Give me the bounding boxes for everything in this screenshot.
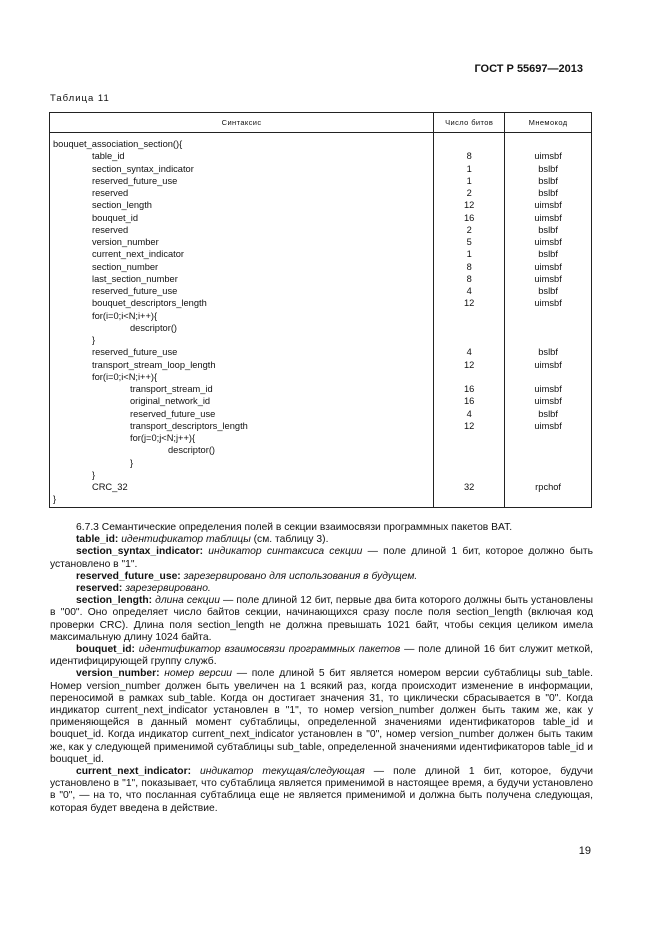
field-term: table_id: <box>76 534 119 546</box>
bits-cell <box>434 310 505 322</box>
syntax-cell: version_number <box>50 236 434 248</box>
table-row <box>50 432 592 444</box>
syntax-cell: } <box>50 457 434 469</box>
table-row <box>50 273 592 285</box>
table-row <box>50 346 592 358</box>
syntax-cell: section_length <box>50 199 434 211</box>
mnemonic-cell: bslbf <box>505 248 592 260</box>
mnemonic-cell: bslbf <box>505 346 592 358</box>
table-row <box>50 163 592 175</box>
bits-cell <box>434 322 505 334</box>
syntax-cell: transport_descriptors_length <box>50 420 434 432</box>
syntax-table <box>49 112 592 508</box>
bits-cell: 16 <box>434 395 505 407</box>
bits-cell: 4 <box>434 408 505 420</box>
table-row <box>50 212 592 224</box>
bits-cell: 12 <box>434 420 505 432</box>
paragraph-text: — поле длиной 16 бит служит меткой, идентифицирующей группу служб. <box>50 644 593 668</box>
syntax-cell: } <box>50 469 434 481</box>
bits-cell: 16 <box>434 383 505 395</box>
mnemonic-cell <box>505 493 592 507</box>
bits-cell: 1 <box>434 163 505 175</box>
table-row <box>50 261 592 273</box>
bits-cell: 4 <box>434 346 505 358</box>
table-row <box>50 493 592 507</box>
syntax-cell: for(i=0;i<N;i++){ <box>50 310 434 322</box>
paragraph-text: — поле длиной 5 бит является номером версии субтаблицы sub_table. Номер version_number должен быть увеличен на 1 всякий раз, когда происходит изменение в информации, переносимой в рамках sub_table. Когда он достигает значения 31, то циклически сбрасывается в "0". Когда индикатор current_next_indicator установлен в "1", то номер version_number должен быть таким же, как у применяющейся в данный момент субтаблицы, определенной значениями идентификаторов table_id и bouquet_id. Когда индикатор current_next_indicator установлен в "0", номер version_number должен быть таким же, как у следующей применимой субтаблицы sub_table, определенной значениями идентификаторов table_id и bouquet_id. <box>50 668 593 765</box>
table-row <box>50 371 592 383</box>
table-row <box>50 224 592 236</box>
syntax-cell: for(j=0;j<N;j++){ <box>50 432 434 444</box>
paragraph <box>50 644 593 668</box>
table-caption: Таблица 11 <box>50 93 110 104</box>
field-term: bouquet_id: <box>76 644 135 656</box>
field-definition: индикатор текущая/следующая <box>191 766 365 778</box>
table-row <box>50 199 592 211</box>
mnemonic-cell <box>505 322 592 334</box>
table-row <box>50 481 592 493</box>
bits-cell: 16 <box>434 212 505 224</box>
syntax-cell: last_section_number <box>50 273 434 285</box>
table-row <box>50 322 592 334</box>
syntax-cell: bouquet_association_section(){ <box>50 133 434 151</box>
bits-cell: 12 <box>434 199 505 211</box>
mnemonic-cell <box>505 334 592 346</box>
mnemonic-cell <box>505 432 592 444</box>
syntax-cell: table_id <box>50 150 434 162</box>
bits-cell: 5 <box>434 236 505 248</box>
syntax-cell: reserved_future_use <box>50 408 434 420</box>
bits-cell: 8 <box>434 150 505 162</box>
mnemonic-cell: rpchof <box>505 481 592 493</box>
mnemonic-cell: bslbf <box>505 187 592 199</box>
column-header-bits: Число битов <box>434 113 505 133</box>
paragraph <box>50 522 593 534</box>
syntax-cell: } <box>50 493 434 507</box>
syntax-cell: } <box>50 334 434 346</box>
mnemonic-cell: bslbf <box>505 408 592 420</box>
table-row <box>50 310 592 322</box>
syntax-cell: reserved <box>50 187 434 199</box>
page-number: 19 <box>578 845 591 857</box>
syntax-cell: descriptor() <box>50 322 434 334</box>
syntax-cell: transport_stream_loop_length <box>50 359 434 371</box>
paragraph <box>50 668 593 766</box>
field-definition: индикатор синтаксиса секции <box>203 546 363 558</box>
paragraph-text: 6.7.3 Семантические определения полей в секции взаимосвязи программных пакетов BAT. <box>76 522 513 533</box>
mnemonic-cell: bslbf <box>505 224 592 236</box>
bits-cell: 1 <box>434 175 505 187</box>
syntax-cell: bouquet_id <box>50 212 434 224</box>
mnemonic-cell: bslbf <box>505 163 592 175</box>
field-term: section_length: <box>76 595 153 607</box>
syntax-cell: bouquet_descriptors_length <box>50 297 434 309</box>
table-row <box>50 297 592 309</box>
syntax-cell: CRC_32 <box>50 481 434 493</box>
syntax-cell: reserved <box>50 224 434 236</box>
bits-cell <box>434 444 505 456</box>
bits-cell: 12 <box>434 297 505 309</box>
mnemonic-cell: uimsbf <box>505 150 592 162</box>
table-row <box>50 408 592 420</box>
syntax-cell: transport_stream_id <box>50 383 434 395</box>
table-row <box>50 383 592 395</box>
bits-cell: 32 <box>434 481 505 493</box>
syntax-cell: original_network_id <box>50 395 434 407</box>
table-row <box>50 150 592 162</box>
body-text <box>50 522 593 815</box>
table-row <box>50 444 592 456</box>
field-definition: идентификатор таблицы <box>118 534 251 546</box>
mnemonic-cell <box>505 371 592 383</box>
paragraph-text: (см. таблицу 3). <box>250 534 329 546</box>
bits-cell: 8 <box>434 273 505 285</box>
mnemonic-cell: uimsbf <box>505 420 592 432</box>
mnemonic-cell <box>505 310 592 322</box>
syntax-cell: reserved_future_use <box>50 346 434 358</box>
field-term: section_syntax_indicator: <box>76 546 204 558</box>
bits-cell <box>434 469 505 481</box>
paragraph-text: — поле длиной 1 бит, которое должно быть установлено в "1". <box>50 546 593 570</box>
bits-cell <box>434 457 505 469</box>
table-row <box>50 187 592 199</box>
paragraph <box>50 571 593 583</box>
table-body <box>50 133 592 508</box>
bits-cell: 4 <box>434 285 505 297</box>
mnemonic-cell <box>505 444 592 456</box>
mnemonic-cell: uimsbf <box>505 261 592 273</box>
paragraph-text: — поле длиной 12 бит, первые два бита которого должны быть установлены в "00". Оно определяет число байтов секции, начинающихся сразу после поля section_length (включая код проверки CRC). Длина поля section_length не должна превышать 1021 байт, чтобы секция целиком имела максимальную длину 1024 байта. <box>50 595 594 643</box>
syntax-cell: current_next_indicator <box>50 248 434 260</box>
paragraph <box>50 583 593 595</box>
field-term: reserved_future_use: <box>76 570 181 582</box>
field-definition: идентификатор взаимосвязи программных пакетов <box>134 644 401 656</box>
syntax-cell: reserved_future_use <box>50 175 434 187</box>
field-definition: длина секции <box>152 595 220 607</box>
field-term: current_next_indicator: <box>76 766 192 778</box>
bits-cell: 8 <box>434 261 505 273</box>
field-term: version_number: <box>76 668 160 680</box>
mnemonic-cell <box>505 457 592 469</box>
table-row <box>50 457 592 469</box>
bits-cell <box>434 133 505 151</box>
mnemonic-cell: uimsbf <box>505 383 592 395</box>
mnemonic-cell: bslbf <box>505 175 592 187</box>
paragraph <box>50 546 593 570</box>
field-definition: зарезервировано для использования в будущем. <box>180 570 418 582</box>
table-row <box>50 420 592 432</box>
column-header-mnemonic: Мнемокод <box>505 113 592 133</box>
table-row <box>50 175 592 187</box>
table-row <box>50 285 592 297</box>
field-definition: номер версии <box>159 668 233 680</box>
syntax-cell: for(i=0;i<N;i++){ <box>50 371 434 383</box>
bits-cell <box>434 371 505 383</box>
table-row <box>50 359 592 371</box>
bits-cell: 1 <box>434 248 505 260</box>
bits-cell: 12 <box>434 359 505 371</box>
table-row <box>50 236 592 248</box>
mnemonic-cell: bslbf <box>505 285 592 297</box>
field-term: reserved: <box>76 583 123 595</box>
table-row <box>50 334 592 346</box>
table-row <box>50 248 592 260</box>
mnemonic-cell <box>505 469 592 481</box>
paragraph-text: — поле длиной 1 бит, которое, будучи установлено в "1", показывает, что субтаблица является применимой в настоящее время, а будучи установлено в "0", — на то, что посланная субтаблица еще не является применимой и должна быть получена следующая, которая будет введена в действие. <box>50 766 593 814</box>
paragraph <box>50 766 593 815</box>
field-definition: зарезервировано. <box>122 583 211 595</box>
bits-cell <box>434 432 505 444</box>
bits-cell: 2 <box>434 224 505 236</box>
bits-cell <box>434 334 505 346</box>
table-header-row <box>50 113 592 133</box>
column-header-syntax: Синтаксис <box>50 113 434 133</box>
mnemonic-cell: uimsbf <box>505 273 592 285</box>
document-header: ГОСТ Р 55697—2013 <box>474 63 583 75</box>
paragraph <box>50 595 593 644</box>
mnemonic-cell: uimsbf <box>505 236 592 248</box>
syntax-cell: descriptor() <box>50 444 434 456</box>
table-row <box>50 469 592 481</box>
mnemonic-cell: uimsbf <box>505 212 592 224</box>
bits-cell: 2 <box>434 187 505 199</box>
mnemonic-cell: uimsbf <box>505 395 592 407</box>
syntax-cell: section_number <box>50 261 434 273</box>
mnemonic-cell: uimsbf <box>505 359 592 371</box>
table-row <box>50 133 592 151</box>
paragraph <box>50 534 593 546</box>
mnemonic-cell <box>505 133 592 151</box>
bits-cell <box>434 493 505 507</box>
syntax-cell: section_syntax_indicator <box>50 163 434 175</box>
mnemonic-cell: uimsbf <box>505 297 592 309</box>
mnemonic-cell: uimsbf <box>505 199 592 211</box>
table-row <box>50 395 592 407</box>
syntax-cell: reserved_future_use <box>50 285 434 297</box>
